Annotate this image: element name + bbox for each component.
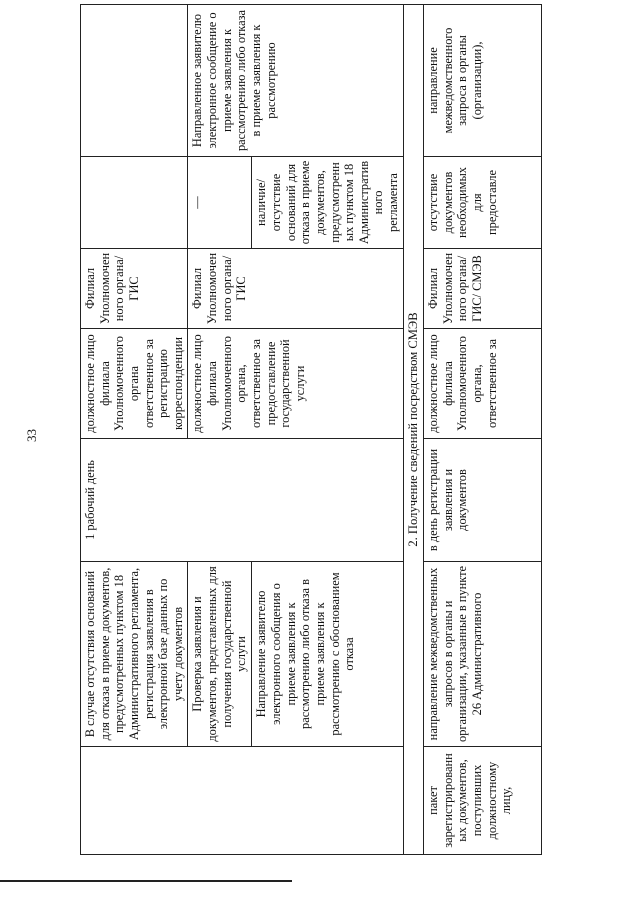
action-cell: Направление заявителю электронного сообщения о приеме заявления к рассмотрению либо отказа в приеме заявления к рассмотрению с обоснованием отказа [252,562,404,747]
place-cell: Филиал Уполномоченного органа/ГИС [81,249,188,329]
term-cell: в день регистрации заявления и документов [424,439,542,562]
rotated-table-sheet [80,5,620,855]
action-cell: направление межведомственных запросов в органы и организации, указанные в пункте 26 Административного [424,562,542,747]
table-row [404,5,424,855]
table-row [424,5,542,855]
table-row [188,5,252,855]
document-cell: пакет зарегистрированных документов, поступивших должностному лицу, [424,747,542,855]
result-cell [81,5,188,157]
responsible-cell: должностное лицо филиала Уполномоченного органа ответственное за регистрацию корреспонденции [81,329,188,439]
footer-rule [0,880,292,882]
result-cell: Направленное заявителю электронное сообщение о приеме заявления к рассмотрению либо отказа в приеме заявления к рассмотрению [188,5,404,157]
criteria-cell: отсутствие документов необходимых для предоставле [424,157,542,249]
procedure-table [80,4,542,855]
table-row [81,5,188,855]
place-cell: Филиал Уполномоченного органа/ГИС/ СМЭВ [424,249,542,329]
criteria-cell: наличие/отсутствие оснований для отказа в приеме документов, предусмотренных пунктом 18 Административного регламента [252,157,404,249]
criteria-cell [81,157,188,249]
place-cell: Филиал Уполномоченного органа/ГИС [188,249,404,329]
action-cell: Проверка заявления и документов, представленных для получения государственной услуги [188,562,252,747]
responsible-cell: должностное лицо филиала Уполномоченного органа, ответственное за предоставление государственной услуги [188,329,404,439]
responsible-cell: должностное лицо филиала Уполномоченного органа, ответственное за [424,329,542,439]
action-cell: В случае отсутствия оснований для отказа в приеме документов, предусмотренных пунктом 18 Административного регламента, регистрация заявления в электронной базе данных по учету документов [81,562,188,747]
criteria-cell: — [188,157,252,249]
page-number: 33 [24,429,39,442]
result-cell: направление межведомственного запроса в органы (организации), [424,5,542,157]
section-title: 2. Получение сведений посредством СМЭВ [404,5,424,855]
document-cell [81,747,404,855]
term-cell: 1 рабочий день [81,439,404,562]
